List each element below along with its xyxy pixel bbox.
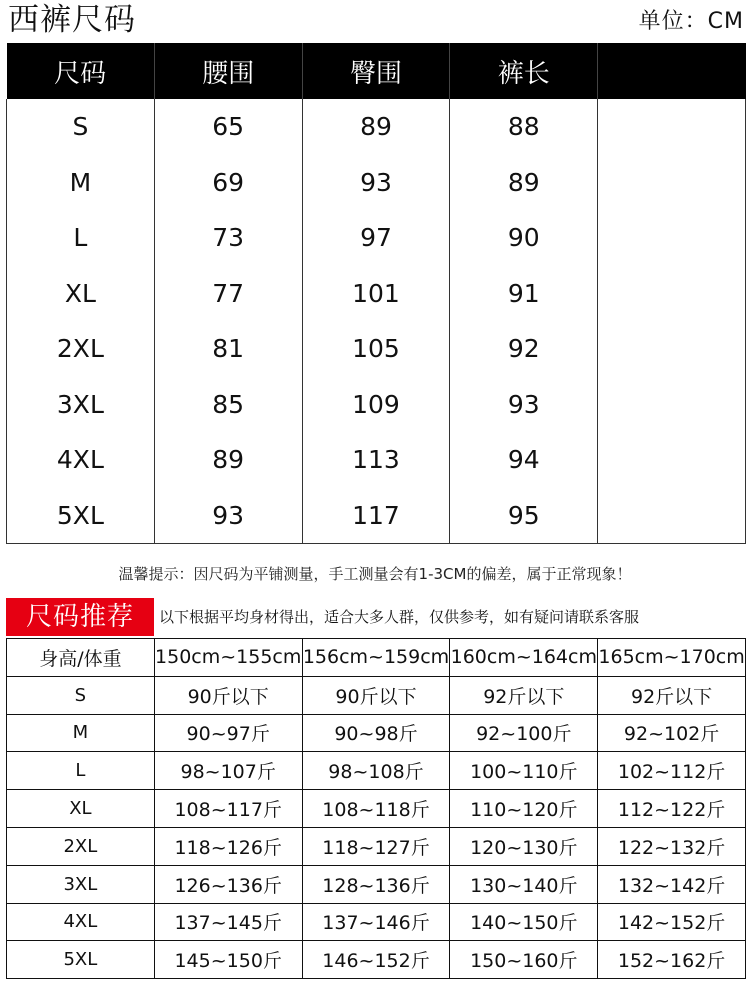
table-cell: 81 (154, 321, 302, 377)
table-cell: M (7, 714, 155, 752)
table-cell: 89 (302, 99, 450, 155)
table-cell: 89 (154, 432, 302, 488)
table-cell: 118~127斤 (302, 827, 450, 865)
size-table (6, 43, 746, 544)
table-cell: 5XL (7, 488, 155, 544)
table-cell: 88 (450, 99, 598, 155)
size-row (7, 321, 746, 377)
table-cell: 5XL (7, 941, 155, 979)
table-cell: S (7, 676, 155, 714)
table-cell: 109 (302, 377, 450, 433)
col-160-164: 160cm~164cm (450, 639, 598, 677)
col-165-170: 165cm~170cm (598, 639, 746, 677)
table-cell: 112~122斤 (598, 790, 746, 828)
table-cell: 90斤以下 (154, 676, 302, 714)
table-cell: 93 (450, 377, 598, 433)
table-cell: 92斤以下 (598, 676, 746, 714)
col-length: 裤长 (450, 43, 598, 99)
table-cell: S (7, 99, 155, 155)
table-cell: 98~108斤 (302, 752, 450, 790)
size-row (7, 155, 746, 211)
table-cell: 118~126斤 (154, 827, 302, 865)
table-cell: 92斤以下 (450, 676, 598, 714)
size-row (7, 266, 746, 322)
recommend-row (7, 752, 746, 790)
table-cell (598, 377, 746, 433)
table-cell: 152~162斤 (598, 941, 746, 979)
size-row (7, 432, 746, 488)
table-cell: 65 (154, 99, 302, 155)
recommend-table (6, 638, 746, 979)
table-cell: 92 (450, 321, 598, 377)
table-cell: 101 (302, 266, 450, 322)
table-cell: 150~160斤 (450, 941, 598, 979)
col-waist: 腰围 (154, 43, 302, 99)
size-row (7, 210, 746, 266)
unit-label: 单位：CM (638, 9, 744, 34)
table-cell: 89 (450, 155, 598, 211)
table-cell: 77 (154, 266, 302, 322)
table-cell: 113 (302, 432, 450, 488)
table-cell: 97 (302, 210, 450, 266)
col-height-weight: 身高/体重 (7, 639, 155, 677)
table-cell: 98~107斤 (154, 752, 302, 790)
table-cell: 102~112斤 (598, 752, 746, 790)
table-cell (598, 432, 746, 488)
col-size: 尺码 (7, 43, 155, 99)
recommend-table-header (7, 639, 746, 677)
table-cell: 4XL (7, 432, 155, 488)
col-156-159: 156cm~159cm (302, 639, 450, 677)
table-cell: 110~120斤 (450, 790, 598, 828)
table-cell: 146~152斤 (302, 941, 450, 979)
table-cell (598, 488, 746, 544)
recommend-label: 尺码推荐 (6, 598, 154, 636)
table-cell: 3XL (7, 865, 155, 903)
table-cell: 128~136斤 (302, 865, 450, 903)
table-cell: 90~97斤 (154, 714, 302, 752)
table-cell (598, 155, 746, 211)
page-title: 西裤尺码 (8, 2, 136, 38)
recommend-row (7, 903, 746, 941)
table-cell: M (7, 155, 155, 211)
table-cell: L (7, 752, 155, 790)
table-cell: 90~98斤 (302, 714, 450, 752)
table-cell: 142~152斤 (598, 903, 746, 941)
table-cell: 137~145斤 (154, 903, 302, 941)
table-cell: 73 (154, 210, 302, 266)
table-cell: 85 (154, 377, 302, 433)
table-cell (598, 210, 746, 266)
table-cell: 2XL (7, 827, 155, 865)
measurement-tip: 温馨提示：因尺码为平铺测量，手工测量会有1-3CM的偏差，属于正常现象！ (118, 565, 632, 583)
table-cell: 4XL (7, 903, 155, 941)
table-cell: 91 (450, 266, 598, 322)
size-row (7, 377, 746, 433)
table-cell: 2XL (7, 321, 155, 377)
table-cell: XL (7, 790, 155, 828)
table-cell: 93 (302, 155, 450, 211)
recommend-bar (6, 598, 746, 636)
table-cell: 108~118斤 (302, 790, 450, 828)
table-cell: 92~100斤 (450, 714, 598, 752)
recommend-row (7, 941, 746, 979)
table-cell: 94 (450, 432, 598, 488)
table-cell: 69 (154, 155, 302, 211)
table-cell: 130~140斤 (450, 865, 598, 903)
table-cell: 145~150斤 (154, 941, 302, 979)
size-row (7, 488, 746, 544)
size-table-header (7, 43, 746, 99)
recommend-row (7, 714, 746, 752)
table-cell: L (7, 210, 155, 266)
table-cell: 105 (302, 321, 450, 377)
recommend-row (7, 790, 746, 828)
table-cell: 95 (450, 488, 598, 544)
size-row (7, 99, 746, 155)
table-cell (598, 266, 746, 322)
recommend-note: 以下根据平均身材得出，适合大多人群，仅供参考，如有疑问请联系客服 (159, 608, 640, 626)
table-cell: 93 (154, 488, 302, 544)
table-cell: 90斤以下 (302, 676, 450, 714)
table-cell: 92~102斤 (598, 714, 746, 752)
table-cell: 137~146斤 (302, 903, 450, 941)
recommend-row (7, 676, 746, 714)
table-cell: 3XL (7, 377, 155, 433)
table-cell (598, 321, 746, 377)
recommend-row (7, 865, 746, 903)
table-cell: XL (7, 266, 155, 322)
col-hip: 臀围 (302, 43, 450, 99)
table-cell: 132~142斤 (598, 865, 746, 903)
table-cell: 117 (302, 488, 450, 544)
table-cell: 140~150斤 (450, 903, 598, 941)
table-cell: 108~117斤 (154, 790, 302, 828)
table-cell: 126~136斤 (154, 865, 302, 903)
col-empty (598, 43, 746, 99)
col-150-155: 150cm~155cm (154, 639, 302, 677)
recommend-row (7, 827, 746, 865)
table-cell: 90 (450, 210, 598, 266)
table-cell: 122~132斤 (598, 827, 746, 865)
table-cell: 120~130斤 (450, 827, 598, 865)
table-cell: 100~110斤 (450, 752, 598, 790)
table-cell (598, 99, 746, 155)
